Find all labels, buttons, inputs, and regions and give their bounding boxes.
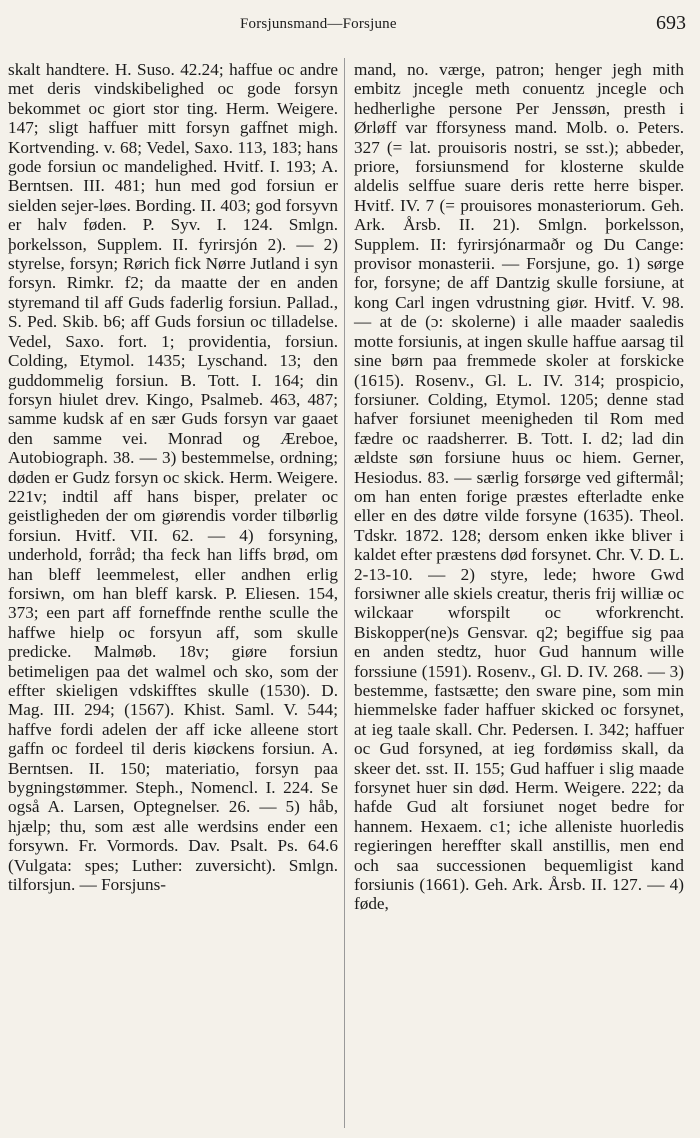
left-column <box>8 60 338 894</box>
page-number: 693 <box>656 12 686 34</box>
left-column-text: skalt handtere. H. Suso. 42.24; haffue oc andre met deris vindskibelighed oc gode forsyn bekommet oc giort stor ting. Herm. Weigere. 147; sligt haffuer mitt forsyn gaffnet migh. Kortvending. v. 68; Vedel, Saxo. 113, 183; hans gode forsiun oc mandelighed. Hvitf. I. 193; A. Berntsen. III. 481; hun med god forsiun er sielden sejer-løes. Bording. II. 403; god forsyvn er halv føden. P. Syv. I. 124. Smlgn. þorkelsson, Supplem. II. fyrirsjón 2). — 2) styrelse, forsyn; Rørich fick Nørre Jutland i syn forsyn. Rimkr. f2; da maatte der en anden styremand til aff Guds faderlig forsiun. Pallad., S. Ped. Skib. b6; aff Guds forsiun oc tilladelse. Vedel, Saxo. fort. 1; providentia, forsiun. Colding, Etymol. 1435; Lyschand. 13; den guddommelig forsiun. B. Tott. I. 164; din forsyn hiulet drev. Kingo, Psalmeb. 463, 487; samme kudsk af en sær Guds forsyn var gaaet den samme vei. Monrad og Æreboe, Autobiograph. 38. — 3) bestemmelse, ordning; døden er Gudz forsyn oc skick. Herm. Weigere. 221v; indtil aff hans bisper, prelater oc geistligheden der om giørendis vorder tilbørlig forsiun. Hvitf. VII. 62. — 4) forsyning, underhold, forråd; tha feck han liffs brød, om han bleff leemmelest, eller andhen erlig forsiwn, om han bleff karsk. P. Eliesen. 154, 373; een part aff forneffnde renthe sculle the haffwe hielp oc forsyun aff, som skulle predicke. Malmøb. 18v; giøre forsiun betimeligen paa det walmel och sko, som der effter skieligen vdskifftes skulle (1530). D. Mag. III. 294; (1567). Khist. Saml. V. 544; haffve fordi adelen der aff icke alleene stort gaffn oc fordeel til deris kiøckens forsiun. A. Berntsen. II. 150; materiatio, forsyn paa bygningstømmer. Steph., Nomencl. I. 224. Se også A. Larsen, Optegnelser. 26. — 5) håb, hjælp; thu, som æst alle werdsins ender een forsywn. Fr. Vormords. Dav. Psalt. Ps. 64.6 (Vulgata: spes; Luther: zuversicht). Smlgn. tilforsjun. — Forsjuns- <box>8 60 338 895</box>
column-divider <box>344 58 345 1128</box>
page-header <box>0 10 700 40</box>
right-column-text: mand, no. værge, patron; henger jegh mith embitz jncegle meth conuentz jncegle och hedherlighe persone Per Jenssøn, presth i Ørløff var fforsyness mand. Molb. o. Peters. 327 (= lat. prouisoris nostri, se sst.); abbeder, priore, forsiunsmend for klosterne skulde aldelis selffue suare deris rette herre bisper. Hvitf. IV. 7 (= prouisores monasteriorum. Geh. Ark. Årsb. II. 21). Smlgn. þorkelsson, Supplem. II: fyrirsjónarmaðr og Du Cange: provisor monasterii. — Forsjune, go. 1) sørge for, forsyne; de aff Dantzig skulle forsiune, at kong Carl ingen vdrustning giør. Hvitf. V. 98. — at de (ɔ: skolerne) i alle maader saaledis motte forsiunis, at ingen skulle haffue aarsag til sine børn paa fremmede skoler at forskicke (1615). Rosenv., Gl. L. IV. 314; prospicio, forsiuner. Colding, Etymol. 1205; denne stad hafver forsiunet meenigheden til Rom med fædre oc raadsherrer. B. Tott. I. d2; lad din ældste søn forsiune huus oc hiem. Gerner, Hesiodus. 83. — særlig forsørge ved giftermål; om han enten forige præstes efterladte enke eller en des døtre vilde forsyne (1635). Theol. Tdskr. 1872. 128; dersom enken ikke bliver i kaldet efter præstens død forsynet. Chr. V. D. L. 2-13-10. — 2) styre, lede; hwore Gwd forsiwner alle skiels creatur, theris frij williæ oc wilckaar wforspilt oc wforkrencht. Biskopper(ne)s Gensvar. q2; begiffue sig paa en anden stedtz, huor Gud hannum wille forssiune (1591). Rosenv., Gl. D. IV. 268. — 3) bestemme, fastsætte; den sware pine, som min hiemmelske fader haffuer skicked oc forsynet, at ieg taale skall. Chr. Pedersen. I. 342; haffuer oc Gud forsyned, at ieg fordømiss skall, da skeer det. sst. II. 155; Gud haffuer i slig maade forsynet huer sin død. Herm. Weigere. 222; da hafde Gud alt forsiunet noget bedre for hannem. Hexaem. c1; iche alleniste huorledis regieringen hereffter skall anstillis, men end och saa successionen bequemligist kand forsiunis (1661). Geh. Ark. Årsb. II. 127. — 4) føde, <box>354 60 684 914</box>
right-column <box>354 60 684 914</box>
running-head: Forsjunsmand—Forsjune <box>240 16 397 32</box>
